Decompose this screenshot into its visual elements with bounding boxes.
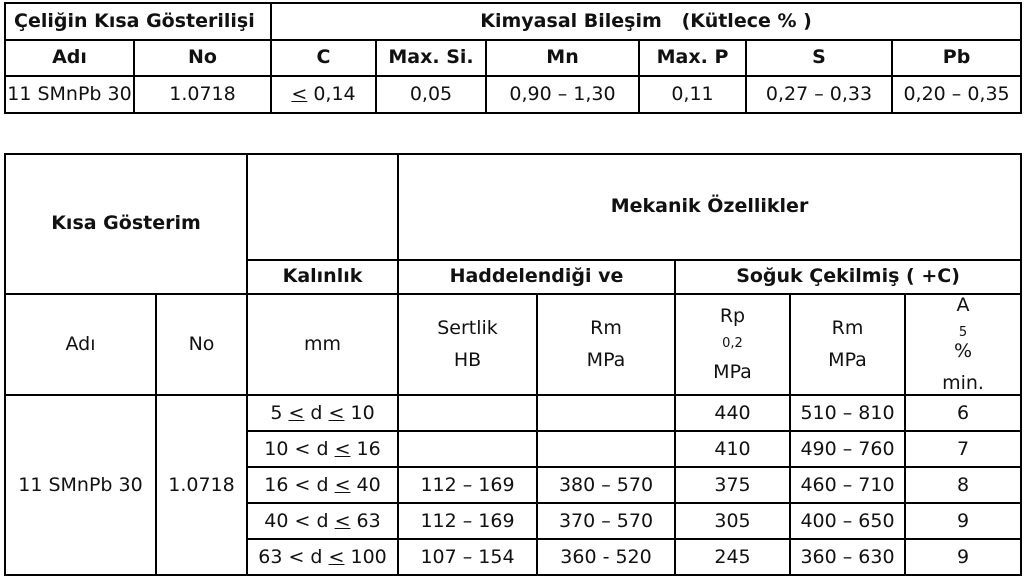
- hardness-cell: [398, 431, 537, 467]
- rp-cell: 375: [675, 467, 790, 503]
- col-pb-header: Pb: [892, 40, 1021, 76]
- c-value: 0,14: [307, 82, 356, 105]
- chemical-composition-table: [4, 2, 1022, 114]
- rp-cell: 245: [675, 539, 790, 575]
- rp-cell: 440: [675, 395, 790, 431]
- steel-no-cell: 1.0718: [156, 395, 247, 575]
- col-name-label: Adı: [5, 294, 156, 395]
- le-symbol: <: [291, 82, 308, 105]
- col-rm-cold-label: Rm MPa: [790, 294, 905, 395]
- table-row: [5, 395, 1021, 431]
- rm-rolled-cell: [537, 395, 675, 431]
- short-designation-header: Kısa Gösterim: [5, 154, 247, 294]
- rm-cold-cell: 510 – 810: [790, 395, 905, 431]
- rm-cold-cell: 490 – 760: [790, 431, 905, 467]
- c-value-cell: [271, 76, 376, 113]
- rp-cell: 305: [675, 503, 790, 539]
- col-p-header: Max. P: [639, 40, 746, 76]
- hardness-cell: 107 – 154: [398, 539, 537, 575]
- rm-cold-cell: 460 – 710: [790, 467, 905, 503]
- rm-rolled-cell: 370 – 570: [537, 503, 675, 539]
- rm-cold-cell: 360 – 630: [790, 539, 905, 575]
- thickness-range-cell: 10 < d < 16: [247, 431, 398, 467]
- mn-value-cell: 0,90 – 1,30: [486, 76, 639, 113]
- mechanical-properties-table: [4, 153, 1022, 576]
- chemical-composition-header: Kimyasal Bileşim (Kütlece % ): [271, 3, 1021, 40]
- steel-short-designation-header: Çeliğin Kısa Gösterilişi: [5, 3, 271, 40]
- col-rp-label: Rp $_{0,2}$ MPa: [675, 294, 790, 395]
- elongation-cell: 6: [905, 395, 1021, 431]
- rolled-header: Haddelendiği ve: [398, 260, 675, 294]
- thickness-range-cell: 16 < d < 40: [247, 467, 398, 503]
- hardness-cell: 112 – 169: [398, 503, 537, 539]
- rm-rolled-cell: 380 – 570: [537, 467, 675, 503]
- rm-rolled-cell: [537, 431, 675, 467]
- col-no-header: No: [134, 40, 271, 76]
- empty-header-cell: [247, 154, 398, 260]
- s-value-cell: 0,27 – 0,33: [746, 76, 892, 113]
- si-value-cell: 0,05: [376, 76, 486, 113]
- steel-name-cell: 11 SMnPb 30: [5, 76, 134, 113]
- thickness-range-cell: 40 < d < 63: [247, 503, 398, 539]
- col-hardness-label: Sertlik HB: [398, 294, 537, 395]
- elongation-cell: 9: [905, 503, 1021, 539]
- thickness-header: Kalınlık: [247, 260, 398, 294]
- col-name-header: Adı: [5, 40, 134, 76]
- steel-name-cell: 11 SMnPb 30: [5, 395, 156, 575]
- elongation-cell: 9: [905, 539, 1021, 575]
- rp-cell: 410: [675, 431, 790, 467]
- mechanical-properties-header: Mekanik Özellikler: [398, 154, 1021, 260]
- table-row: [5, 76, 1021, 113]
- col-mm-label: mm: [247, 294, 398, 395]
- col-si-header: Max. Si.: [376, 40, 486, 76]
- rm-cold-cell: 400 – 650: [790, 503, 905, 539]
- cold-drawn-header: Soğuk Çekilmiş ( +C): [675, 260, 1021, 294]
- col-rm-rolled-label: Rm MPa: [537, 294, 675, 395]
- elongation-cell: 7: [905, 431, 1021, 467]
- hardness-cell: 112 – 169: [398, 467, 537, 503]
- hardness-cell: [398, 395, 537, 431]
- thickness-range-cell: 63 < d < 100: [247, 539, 398, 575]
- col-s-header: S: [746, 40, 892, 76]
- thickness-range-cell: 5 < d < 10: [247, 395, 398, 431]
- col-no-label: No: [156, 294, 247, 395]
- col-c-header: C: [271, 40, 376, 76]
- col-elongation-label: A $_5$ % min.: [905, 294, 1021, 395]
- rm-rolled-cell: 360 - 520: [537, 539, 675, 575]
- elongation-cell: 8: [905, 467, 1021, 503]
- steel-no-cell: 1.0718: [134, 76, 271, 113]
- col-mn-header: Mn: [486, 40, 639, 76]
- p-value-cell: 0,11: [639, 76, 746, 113]
- pb-value-cell: 0,20 – 0,35: [892, 76, 1021, 113]
